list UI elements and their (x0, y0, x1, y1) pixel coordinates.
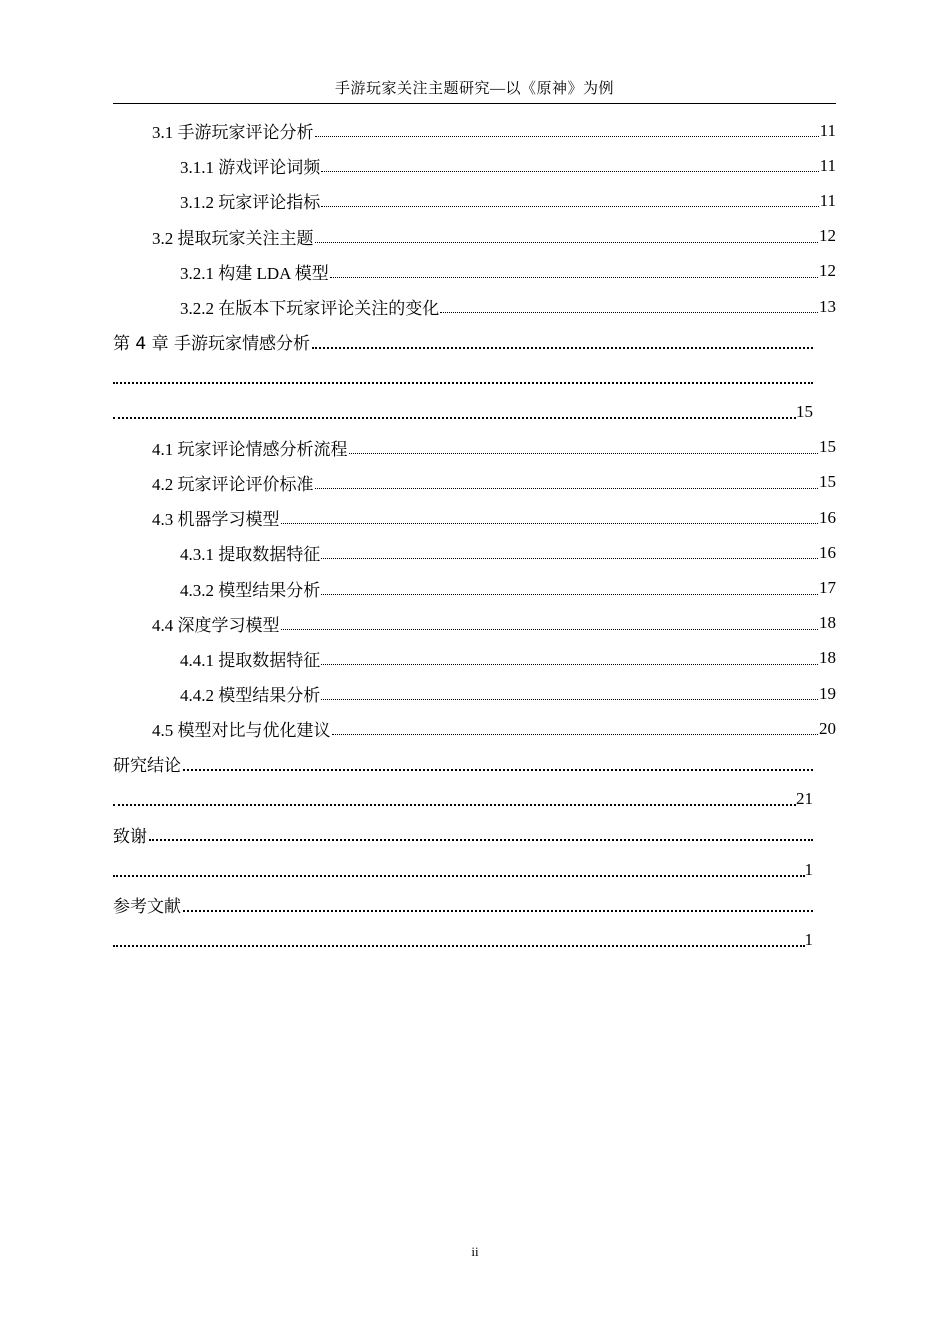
dot-leader (113, 945, 805, 947)
toc-entry-label: 4.3.1 提取数据特征 (180, 545, 321, 565)
dot-leader (321, 699, 818, 700)
toc-chapter-label: 参考文献 (113, 897, 181, 918)
toc-entry-label: 3.2.2 在版本下玩家评论关注的变化 (180, 299, 440, 319)
toc-entry-page: 15 (819, 437, 836, 457)
table-of-contents (113, 113, 836, 958)
dot-leader (183, 769, 813, 771)
toc-entry-4-3[interactable] (113, 500, 836, 535)
dot-leader (281, 629, 819, 630)
toc-chapter-page: 1 (804, 859, 813, 879)
toc-entry-page: 16 (819, 507, 836, 527)
toc-entry-3-1-2[interactable] (113, 183, 836, 218)
toc-entry-4-3-2[interactable] (113, 570, 836, 605)
toc-entry-page: 18 (819, 613, 836, 633)
toc-entry-page: 16 (819, 542, 836, 562)
dot-leader (315, 242, 819, 243)
toc-entry-page: 18 (819, 648, 836, 668)
dot-leader (440, 312, 818, 313)
toc-entry-page: 11 (819, 155, 836, 175)
toc-entry-label: 3.2 提取玩家关注主题 (152, 228, 314, 248)
running-header: 手游玩家关注主题研究—以《原神》为例 (334, 81, 614, 97)
dot-leader (183, 910, 813, 912)
dot-leader (315, 488, 819, 489)
toc-entry-label: 4.4.2 模型结果分析 (180, 686, 321, 706)
toc-chapter-page: 1 (804, 929, 813, 949)
toc-entry-3-2-2[interactable] (113, 289, 836, 324)
dot-leader (312, 347, 813, 349)
toc-entry-label: 3.1 手游玩家评论分析 (152, 123, 314, 143)
toc-entry-label: 4.5 模型对比与优化建议 (152, 721, 331, 741)
toc-entry-label: 4.3.2 模型结果分析 (180, 580, 321, 600)
toc-entry-4-1[interactable] (113, 430, 836, 465)
toc-entry-label: 4.4.1 提取数据特征 (180, 650, 321, 670)
dot-leader (113, 875, 805, 877)
dot-leader (332, 734, 819, 735)
dot-leader (315, 136, 819, 137)
dot-leader (321, 664, 818, 665)
dot-leader (330, 277, 818, 278)
toc-entry-3-1-1[interactable] (113, 148, 836, 183)
dot-leader (321, 206, 818, 207)
toc-chapter-4[interactable] (113, 324, 836, 430)
dot-leader (113, 382, 813, 384)
toc-entry-label: 4.4 深度学习模型 (152, 615, 280, 635)
toc-entry-label: 3.2.1 构建 LDA 模型 (180, 263, 329, 283)
dot-leader (281, 523, 819, 524)
dot-leader (321, 171, 818, 172)
dot-leader (349, 453, 819, 454)
toc-entry-3-1[interactable] (113, 113, 836, 148)
toc-entry-page: 15 (819, 472, 836, 492)
dot-leader (321, 594, 818, 595)
toc-entry-label: 3.1.1 游戏评论词频 (180, 158, 321, 178)
toc-acknowledgements[interactable] (113, 817, 836, 887)
toc-chapter-label: 致谢 (113, 826, 147, 847)
toc-entry-page: 11 (819, 190, 836, 210)
toc-entry-label: 4.3 机器学习模型 (152, 510, 280, 530)
page-number: ii (471, 1244, 479, 1259)
dot-leader (113, 804, 796, 806)
toc-chapter-page: 21 (796, 789, 813, 809)
dot-leader (113, 417, 796, 419)
toc-entry-page: 12 (819, 226, 836, 246)
toc-chapter-page: 15 (796, 402, 813, 422)
toc-conclusion[interactable] (113, 746, 836, 816)
dot-leader (321, 558, 818, 559)
toc-entry-label: 3.1.2 玩家评论指标 (180, 193, 321, 213)
toc-entry-4-4-1[interactable] (113, 641, 836, 676)
toc-entry-page: 11 (819, 120, 836, 140)
toc-entry-page: 17 (819, 578, 836, 598)
toc-entry-4-4-2[interactable] (113, 676, 836, 711)
toc-entry-page: 19 (819, 683, 836, 703)
toc-entry-4-5[interactable] (113, 711, 836, 746)
toc-chapter-label: 第 4 章 手游玩家情感分析 (113, 334, 311, 355)
toc-entry-label: 4.1 玩家评论情感分析流程 (152, 439, 348, 459)
toc-entry-page: 12 (819, 261, 836, 281)
toc-entry-4-4[interactable] (113, 606, 836, 641)
header-rule (113, 103, 836, 104)
toc-entry-4-3-1[interactable] (113, 535, 836, 570)
toc-entry-3-2[interactable] (113, 219, 836, 254)
toc-entry-3-2-1[interactable] (113, 254, 836, 289)
dot-leader (149, 839, 813, 841)
toc-entry-page: 13 (819, 296, 836, 316)
toc-references[interactable] (113, 887, 836, 957)
toc-entry-label: 4.2 玩家评论评价标准 (152, 474, 314, 494)
toc-entry-page: 20 (819, 718, 836, 738)
toc-chapter-label: 研究结论 (113, 756, 181, 777)
toc-entry-4-2[interactable] (113, 465, 836, 500)
